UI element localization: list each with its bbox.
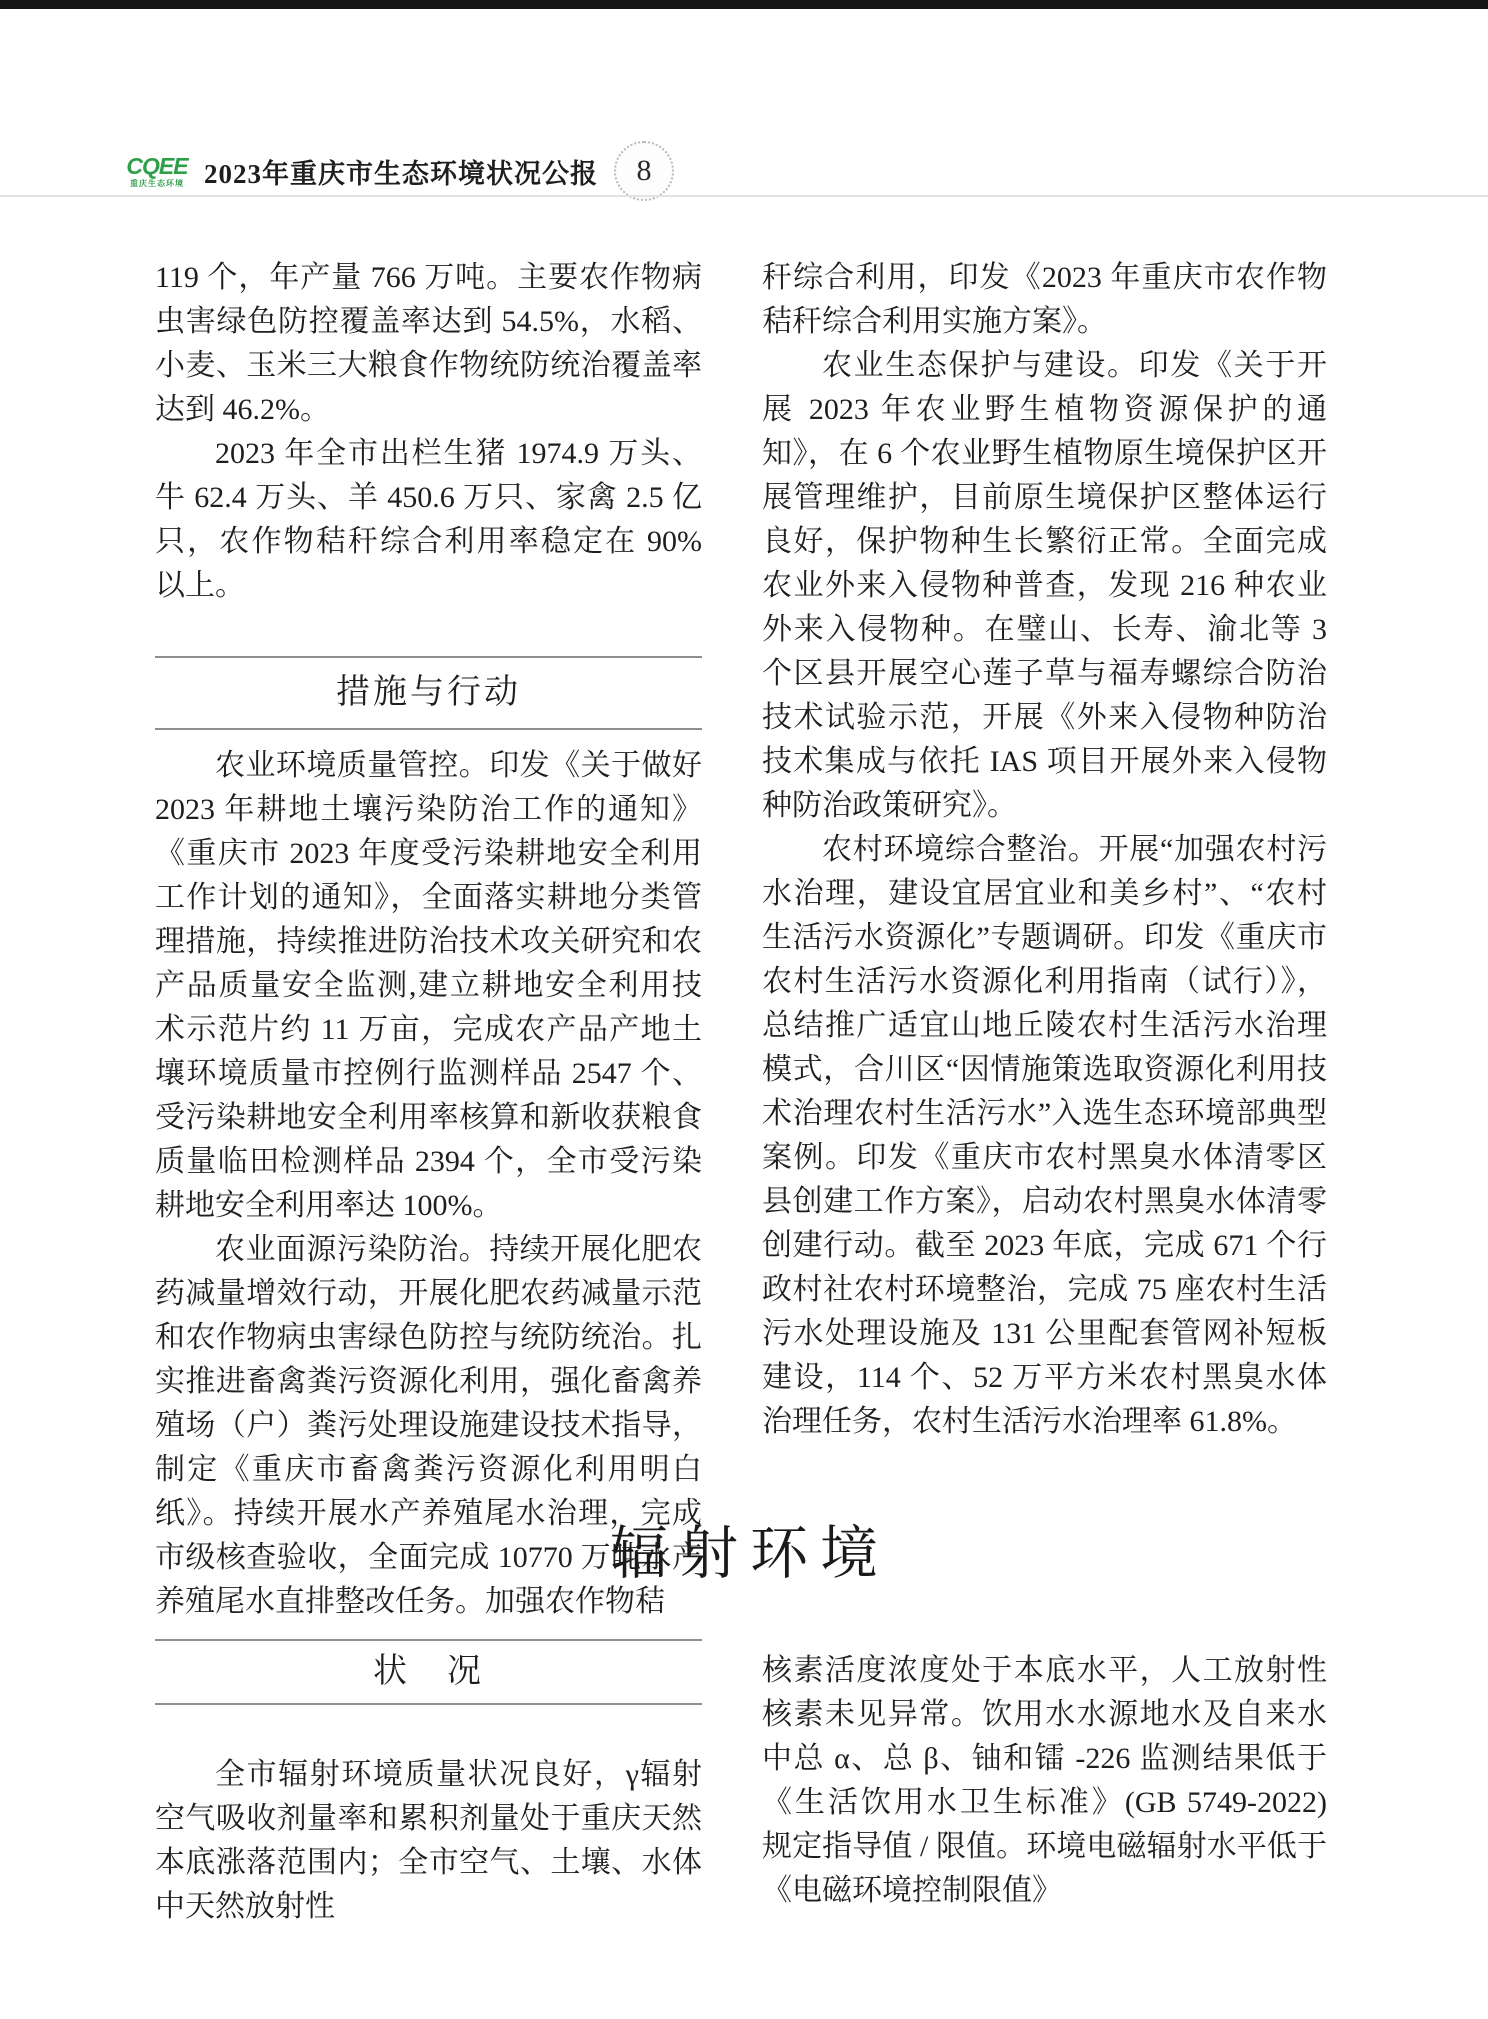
left-column-bottom [155,1639,702,1929]
paragraph-nonpoint-pollution: 农业面源污染防治。持续开展化肥农药减量增效行动，开展化肥农药减量示范和农作物病虫害绿色防控与统防统治。扎实推进畜禽粪污资源化利用，强化畜禽养殖场（户）粪污处理设施建设技术指导，制定《重庆市畜禽粪污资源化利用明白纸》。持续开展水产养殖尾水治理，完成市级核查验收，全面完成 10770 万吨水产养殖尾水直排整改任务。加强农作物秸 [155,1233,702,1618]
section-header-measures: 措施与行动 [155,656,702,730]
paragraph-radiation-continued: 核素活度浓度处于本底水平，人工放射性核素未见异常。饮用水水源地水及自来水中总 α、总 β、铀和镭 -226 监测结果低于《生活饮用水卫生标准》(GB 5749-2022) 规定指导值 / 限值。环境电磁辐射水平低于《电磁环境控制限值》 [762,1654,1327,1907]
left-column-top [155,256,702,1624]
paragraph-agro-ecology: 农业生态保护与建设。印发《关于开展 2023 年农业野生植物资源保护的通知》，在 6 个农业野生植物原生境保护区开展管理维护，目前原生境保护区整体运行良好，保护物种生长繁衍正常。全面完成农业外来入侵物种普查，发现 216 种农业外来入侵物种。在璧山、长寿、渝北等 3 个区县开展空心莲子草与福寿螺综合防治技术试验示范，开展《外来入侵物种防治技术集成与依托 IAS 项目开展外来入侵物种防治政策研究》。 [762,349,1327,822]
paragraph-straw-continued: 秆综合利用，印发《2023 年重庆市农作物秸秆综合利用实施方案》。 [762,261,1327,338]
paragraph-farmland-quality: 农业环境质量管控。印发《关于做好 2023 年耕地土壤污染防治工作的通知》《重庆市 2023 年度受污染耕地安全利用工作计划的通知》，全面落实耕地分类管理措施，持续推进防治技术攻关研究和农产品质量安全监测,建立耕地安全利用技术示范片约 11 万亩，完成农产品产地土壤环境质量市控例行监测样品 2547 个、受污染耕地安全利用率核算和新收获粮食质量临田检测样品 2394 个，全市受污染耕地安全利用率达 100%。 [155,749,702,1222]
logo-subtext: 重庆生态环境 [130,178,184,188]
page-number-badge [614,141,674,201]
right-column-bottom [762,1649,1327,1913]
logo-acronym: CQEE [126,152,188,179]
paragraph-crops-continued: 119 个，年产量 766 万吨。主要农作物病虫害绿色防控覆盖率达到 54.5%，水稻、小麦、玉米三大粮食作物统防统治覆盖率达到 46.2%。 [155,261,702,426]
report-title: 2023年重庆市生态环境状况公报 [204,158,598,189]
right-column-top [762,256,1327,1444]
paragraph-rural-remediation: 农村环境综合整治。开展“加强农村污水治理，建设宜居宜业和美乡村”、“农村生活污水资源化”专题调研。印发《重庆市农村生活污水资源化利用指南（试行）》，总结推广适宜山地丘陵农村生活污水治理模式，合川区“因情施策选取资源化利用技术治理农村生活污水”入选生态环境部典型案例。印发《重庆市农村黑臭水体清零区县创建工作方案》，启动农村黑臭水体清零创建行动。截至 2023 年底，完成 671 个行政村社农村环境整治，完成 75 座农村生活污水处理设施及 131 公里配套管网补短板建设，114 个、52 万平方米农村黑臭水体治理任务，农村生活污水治理率 61.8%。 [762,833,1327,1438]
page-header [122,142,674,200]
page-number: 8 [636,154,652,187]
paragraph-livestock: 2023 年全市出栏生猪 1974.9 万头、牛 62.4 万头、羊 450.6 万只、家禽 2.5 亿只，农作物秸秆综合利用率稳定在 90% 以上。 [155,437,702,602]
paragraph-radiation-status: 全市辐射环境质量状况良好，γ辐射空气吸收剂量率和累积剂量处于重庆天然本底涨落范围内；全市空气、土壤、水体中天然放射性 [155,1758,702,1923]
section-header-status: 状 况 [155,1639,702,1705]
chapter-title-radiation: 辐射环境 [609,1521,890,1586]
report-logo [122,152,192,188]
top-edge-bar [0,0,1488,9]
header-divider [0,195,1488,197]
